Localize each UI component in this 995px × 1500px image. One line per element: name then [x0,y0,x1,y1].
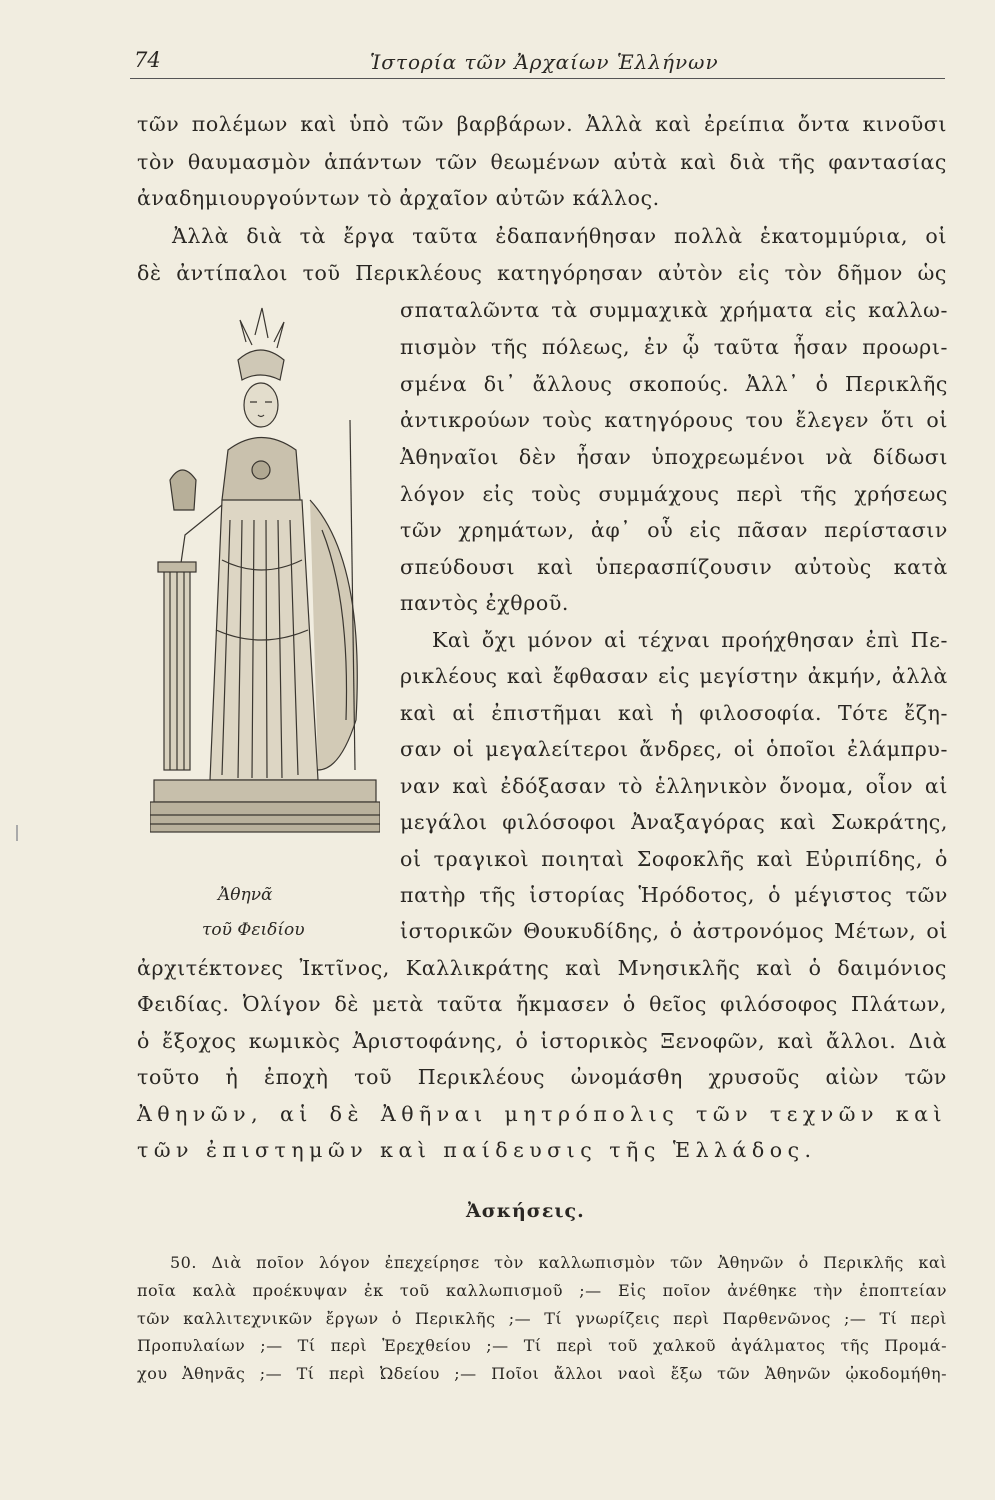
text-line: Φειδίας. Ὀλίγον δὲ μετὰ ταῦτα ἤκμασεν ὁ θεῖος φιλόσοφος Πλάτων, [137,992,947,1016]
text-line: πισμὸν τῆς πόλεως, ἐν ᾧ ταῦτα ἦσαν προωρι- [400,335,948,359]
text-line: Ἀθηνῶν, αἱ δὲ Ἀθῆναι μητρόπολις τῶν τεχνῶν καὶ [137,1102,947,1126]
text-line: οἱ τραγικοὶ ποιηταὶ Σοφοκλῆς καὶ Εὐριπίδης, ὁ [400,847,948,871]
text-line: μεγάλοι φιλόσοφοι Ἀναξαγόρας καὶ Σωκράτης, [400,810,948,834]
exercise-line: 50. Διὰ ποῖον λόγον ἐπεχείρησε τὸν καλλωπισμὸν τῶν Ἀθηνῶν ὁ Περικλῆς καὶ [170,1253,947,1272]
exercise-line: τῶν καλλιτεχνικῶν ἔργων ὁ Περικλῆς ;— Τί γνωρίζεις περὶ Παρθενῶνος ;— Τί περὶ [137,1309,947,1328]
text-line: Καὶ ὄχι μόνον αἱ τέχναι προήχθησαν ἐπὶ Πε- [432,628,948,652]
exercise-line: ποῖα καλὰ προέκυψαν ἐκ τοῦ καλλωπισμοῦ ;— Εἰς ποῖον ἀνέθηκε τὴν ἐποπτείαν [137,1281,947,1300]
text-line: τῶν πολέμων καὶ ὑπὸ τῶν βαρβάρων. Ἀλλὰ καὶ ἐρείπια ὄντα κινοῦσι [137,112,947,136]
text-line: τὸν θαυμασμὸν ἁπάντων τῶν θεωμένων αὐτὰ καὶ διὰ τῆς φαντασίας [137,150,947,174]
text-line: λόγον εἰς τοὺς συμμάχους περὶ τῆς χρήσεως [400,482,948,506]
text-line: σπαταλῶντα τὰ συμμαχικὰ χρήματα εἰς καλλω- [400,298,948,322]
exercise-line: χου Ἀθηνᾶς ;— Τί περὶ Ὠδείου ;— Ποῖοι ἄλλοι ναοὶ ἔξω τῶν Ἀθηνῶν ᾠκοδομήθη- [137,1364,947,1383]
text-line: πατὴρ τῆς ἱστορίας Ἡρόδοτος, ὁ μέγιστος τῶν [400,883,948,907]
text-line: σαν οἱ μεγαλείτεροι ἄνδρες, οἱ ὁποῖοι ἐλάμπρυ- [400,737,948,761]
text-line: ἀντικρούων τοὺς κατηγόρους του ἔλεγεν ὅτι οἱ [400,408,948,432]
page-header [130,48,945,79]
text-line: ρικλέους καὶ ἔφθασαν εἰς μεγίστην ἀκμήν, ἀλλὰ [400,664,948,688]
text-line: σμένα δι᾿ ἄλλους σκοπούς. Ἀλλ᾿ ὁ Περικλῆς [400,372,948,396]
text-line: ναν καὶ ἐδόξασαν τὸ ἑλληνικὸν ὄνομα, οἷον αἱ [400,774,948,798]
text-line: ἱστορικῶν Θουκυδίδης, ὁ ἀστρονόμος Μέτων, οἱ [400,919,948,943]
athena-statue-illustration [150,300,380,860]
text-line: ἀναδημιουργούντων τὸ ἀρχαῖον αὐτῶν κάλλος. [137,186,660,210]
text-line: παντὸς ἐχθροῦ. [400,591,569,615]
text-line: τῶν ἐπιστημῶν καὶ παίδευσις τῆς Ἑλλάδος. [137,1138,817,1162]
text-line: δὲ ἀντίπαλοι τοῦ Περικλέους κατηγόρησαν αὐτὸν εἰς τὸν δῆμον ὡς [137,261,947,285]
page-number: 74 [134,48,161,72]
running-title: Ἱστορία τῶν Ἀρχαίων Ἑλλήνων [370,50,719,74]
margin-mark [16,825,18,841]
text-line: σπεύδουσι καὶ ὑπερασπίζουσιν αὐτοὺς κατὰ [400,555,948,579]
athena-statue-icon [150,300,380,860]
text-line: Ἀλλὰ διὰ τὰ ἔργα ταῦτα ἐδαπανήθησαν πολλὰ ἑκατομμύρια, οἱ [172,224,947,248]
text-line: τῶν χρημάτων, ἀφ᾿ οὗ εἰς πᾶσαν περίστασιν [400,518,948,542]
text-line: Ἀθηναῖοι δὲν ἦσαν ὑποχρεωμένοι νὰ δίδωσι [400,445,948,469]
exercises-heading: Ἀσκήσεις. [466,1200,585,1222]
exercise-line: Προπυλαίων ;— Τί περὶ Ἐρεχθείου ;— Τί περὶ τοῦ χαλκοῦ ἀγάλματος τῆς Προμά- [137,1336,947,1355]
text-line: καὶ αἱ ἐπιστῆμαι καὶ ἡ φιλοσοφία. Τότε ἔζη- [400,701,948,725]
text-line: ἀρχιτέκτονες Ἰκτῖνος, Καλλικράτης καὶ Μνησικλῆς καὶ ὁ δαιμόνιος [137,956,947,980]
figure-caption-subtitle: τοῦ Φειδίου [202,920,305,940]
figure-caption-title: Ἀθηνᾶ [218,885,273,905]
text-line: ὁ ἔξοχος κωμικὸς Ἀριστοφάνης, ὁ ἱστορικὸς Ξενοφῶν, καὶ ἄλλοι. Διὰ [137,1029,947,1053]
text-line: τοῦτο ἡ ἐποχὴ τοῦ Περικλέους ὠνομάσθη χρυσοῦς αἰὼν τῶν [137,1065,947,1089]
